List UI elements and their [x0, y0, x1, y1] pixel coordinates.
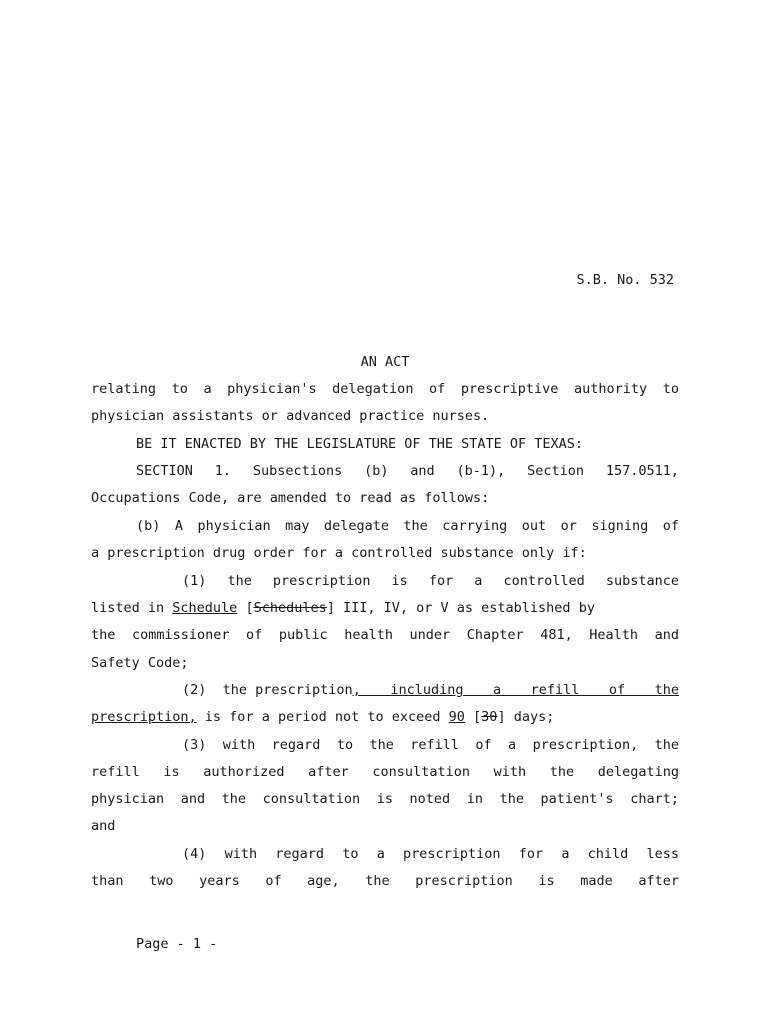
item3-line-3: physician and the consultation is noted in the patient's chart; [91, 791, 679, 807]
item2-text-c: ] days; [497, 709, 555, 725]
item1-text-c: ] III, IV, or V as established by [326, 600, 595, 616]
item2-line-2 [91, 709, 679, 725]
inserted-text-part: , including a refill of the [352, 682, 679, 698]
item4-line-2: than two years of age, the prescription is made after [91, 873, 679, 889]
subsection-b-line-1: (b) A physician may delegate the carrying out or signing of [136, 518, 679, 534]
item2-line-1 [182, 682, 679, 698]
item4-line-1: (4) with regard to a prescription for a child less [182, 846, 679, 862]
item2-text-a: is for a period not to exceed [196, 709, 449, 725]
inserted-number: 90 [448, 709, 465, 725]
enacting-clause: BE IT ENACTED BY THE LEGISLATURE OF THE STATE OF TEXAS: [136, 436, 584, 452]
bill-number: S.B. No. 532 [576, 272, 674, 288]
subsection-b-line-2: a prescription drug order for a controlled substance only if: [91, 545, 587, 561]
inserted-text: Schedule [172, 600, 238, 616]
item1-line-4: Safety Code; [91, 655, 189, 671]
section1-line-1: SECTION 1. Subsections (b) and (b-1), Section 157.0511, [136, 463, 679, 479]
item1-line-1: (1) the prescription is for a controlled substance [182, 573, 679, 589]
inserted-text [353, 682, 679, 698]
item1-line-3: the commissioner of public health under Chapter 481, Health and [91, 627, 679, 643]
caption-line-2: physician assistants or advanced practice nurses. [91, 408, 490, 424]
act-heading: AN ACT [360, 354, 410, 370]
page-footer: Page - 1 - [136, 936, 218, 952]
deleted-number: 30 [481, 709, 498, 725]
item3-line-4: and [91, 818, 116, 834]
inserted-text: prescription, [91, 709, 197, 725]
item1-line-2 [91, 600, 679, 616]
item1-text-b: [ [237, 600, 254, 616]
item1-text-a: listed in [91, 600, 173, 616]
deleted-text: Schedules [253, 600, 327, 616]
item3-line-2: refill is authorized after consultation with the delegating [91, 764, 679, 780]
item2-text-b: [ [464, 709, 482, 725]
caption-line-1: relating to a physician's delegation of prescriptive authority to [91, 381, 679, 397]
section1-line-2: Occupations Code, are amended to read as follows: [91, 490, 490, 506]
item3-line-1: (3) with regard to the refill of a prescription, the [182, 737, 679, 753]
item2-text-a: (2) the prescription [182, 682, 353, 698]
